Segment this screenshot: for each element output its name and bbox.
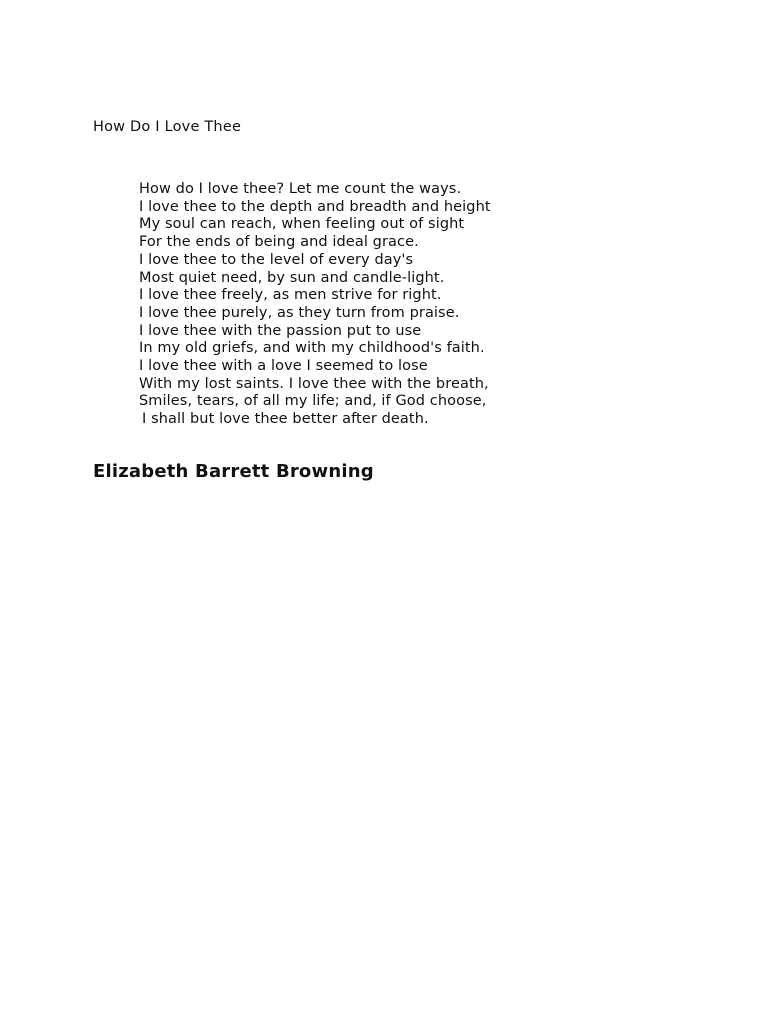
poem-line: I love thee with a love I seemed to lose xyxy=(139,358,428,375)
poem-line: I love thee to the level of every day's xyxy=(139,251,414,268)
poem-line: I love thee to the depth and breadth and height xyxy=(139,198,491,215)
poem-line: Smiles, tears, of all my life; and, if God choose, xyxy=(139,393,487,410)
poem-line: With my lost saints. I love thee with the breath, xyxy=(139,375,489,392)
poem-line: I love thee with the passion put to use xyxy=(139,322,422,339)
poem-line: Most quiet need, by sun and candle-light. xyxy=(139,269,445,286)
poem-line: My soul can reach, when feeling out of sight xyxy=(139,216,465,233)
poem-line: How do I love thee? Let me count the ways. xyxy=(139,181,462,197)
poem-line: For the ends of being and ideal grace. xyxy=(139,234,419,251)
poem-line: I love thee freely, as men strive for right. xyxy=(139,287,442,304)
poem-line: I shall but love thee better after death. xyxy=(142,411,429,428)
author-name: Elizabeth Barrett Browning xyxy=(93,461,374,482)
poem-title: How Do I Love Thee xyxy=(93,119,242,135)
poem-body xyxy=(139,181,491,429)
poem-line: In my old griefs, and with my childhood's faith. xyxy=(139,340,485,357)
poem-line: I love thee purely, as they turn from praise. xyxy=(139,304,460,321)
